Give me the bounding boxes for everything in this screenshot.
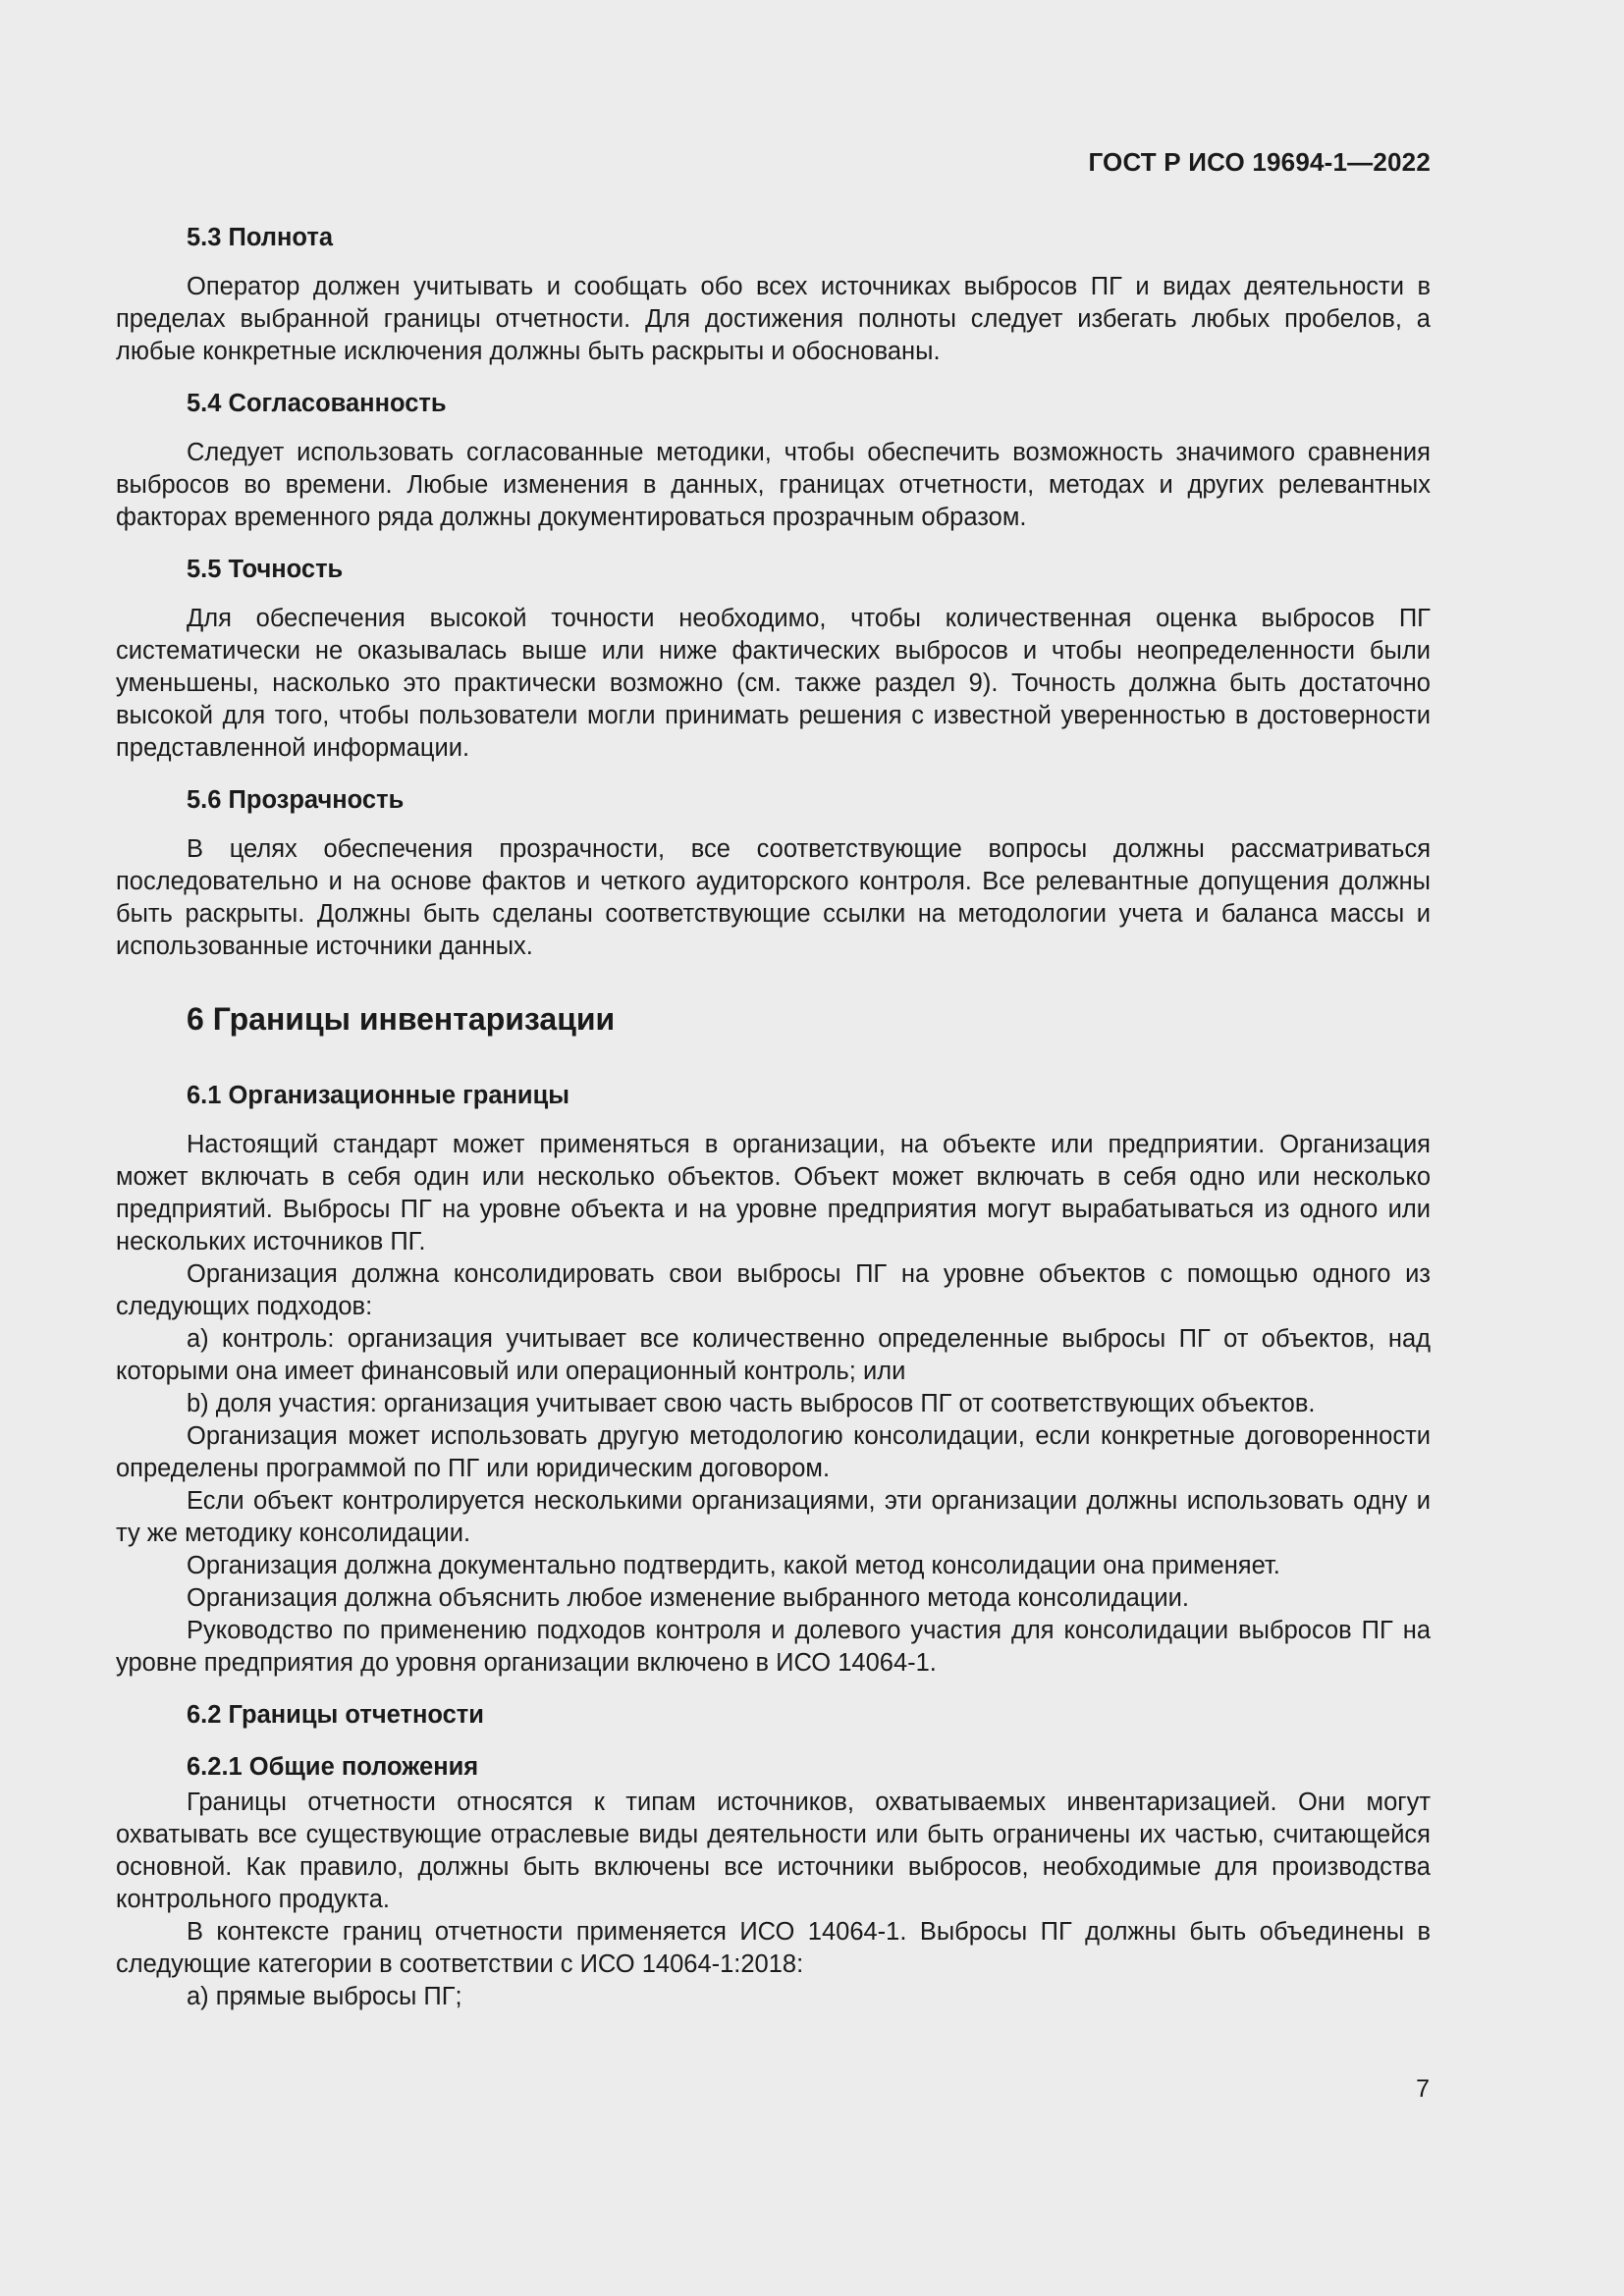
page-number: 7 <box>1416 2075 1430 2103</box>
paragraph: Оператор должен учитывать и сообщать обо всех источниках выбросов ПГ и видах деятельности в пределах выбранной границы отчетности. Для достижения полноты следует избегать любых пробелов, а любые конкретные исключения должны быть раскрыты и обоснованы. <box>116 273 1431 365</box>
heading-6: 6 Границы инвентаризации <box>187 1001 616 1037</box>
list-item: а) прямые выбросы ПГ; <box>187 1983 462 2010</box>
paragraph: В целях обеспечения прозрачности, все соответствующие вопросы должны рассматриваться последовательно и на основе фактов и четкого аудиторского контроля. Все релевантные допущения должны быть раскрыты. Должны быть сделаны соответствующие ссылки на методологии учета и баланса массы и использованные источники данных. <box>116 835 1431 960</box>
paragraph: Организация должна консолидировать свои выбросы ПГ на уровне объектов с помощью одного из следующих подходов: <box>116 1260 1431 1320</box>
page-content <box>116 222 1431 2013</box>
paragraph: Границы отчетности относятся к типам источников, охватываемых инвентаризацией. Они могут охватывать все существующие отраслевые виды деятельности или быть ограничены их частью, считающейся основной. Как правило, должны быть включены все источники выбросов, необходимые для производства контрольного продукта. <box>116 1789 1431 1913</box>
heading-5-3: 5.3 Полнота <box>187 224 334 251</box>
heading-6-2-1: 6.2.1 Общие положения <box>187 1753 479 1781</box>
heading-5-4: 5.4 Согласованность <box>187 390 447 417</box>
paragraph: Организация должна объяснить любое изменение выбранного метода консолидации. <box>187 1584 1189 1612</box>
paragraph: Организация должна документально подтвердить, какой метод консолидации она применяет. <box>187 1552 1280 1579</box>
paragraph: Организация может использовать другую методологию консолидации, если конкретные договоренности определены программой по ПГ или юридическим договором. <box>116 1422 1431 1482</box>
document-standard-id: ГОСТ Р ИСО 19694-1—2022 <box>1088 147 1431 177</box>
list-item: b) доля участия: организация учитывает свою часть выбросов ПГ от соответствующих объектов. <box>187 1390 1316 1417</box>
paragraph: Если объект контролируется несколькими организациями, эти организации должны использовать одну и ту же методику консолидации. <box>116 1487 1431 1547</box>
paragraph: Руководство по применению подходов контроля и долевого участия для консолидации выбросов ПГ на уровне предприятия до уровня организации включено в ИСО 14064-1. <box>116 1617 1431 1677</box>
paragraph: Следует использовать согласованные методики, чтобы обеспечить возможность значимого сравнения выбросов во времени. Любые изменения в данных, границах отчетности, методах и других релевантных факторах временного ряда должны документироваться прозрачным образом. <box>116 439 1431 531</box>
list-item: a) контроль: организация учитывает все количественно определенные выбросы ПГ от объектов, над которыми она имеет финансовый или операционный контроль; или <box>116 1325 1431 1385</box>
paragraph: Для обеспечения высокой точности необходимо, чтобы количественная оценка выбросов ПГ систематически не оказывалась выше или ниже фактических выбросов и чтобы неопределенности были уменьшены, насколько это практически возможно (см. также раздел 9). Точность должна быть достаточно высокой для того, чтобы пользователи могли принимать решения с известной уверенностью в достоверности представленной информации. <box>116 605 1431 762</box>
heading-5-5: 5.5 Точность <box>187 556 344 583</box>
paragraph: В контексте границ отчетности применяется ИСО 14064-1. Выбросы ПГ должны быть объединены в следующие категории в соответствии с ИСО 14064-1:2018: <box>116 1918 1431 1978</box>
paragraph: Настоящий стандарт может применяться в организации, на объекте или предприятии. Организация может включать в себя один или несколько объектов. Объект может включать в себя одно или несколько предприятий. Выбросы ПГ на уровне объекта и на уровне предприятия могут вырабатываться из одного или нескольких источников ПГ. <box>116 1131 1431 1255</box>
heading-6-1: 6.1 Организационные границы <box>187 1082 570 1109</box>
heading-5-6: 5.6 Прозрачность <box>187 786 405 814</box>
heading-6-2: 6.2 Границы отчетности <box>187 1701 484 1729</box>
